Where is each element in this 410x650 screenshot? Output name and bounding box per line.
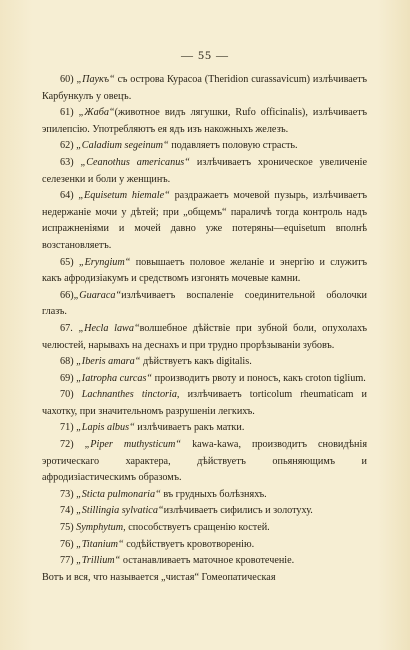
remedy-entry-60 <box>42 72 367 105</box>
remedy-description: дѣйствуетъ какъ digitalis. <box>142 356 252 368</box>
entry-number: 66) <box>60 289 74 301</box>
remedy-description: въ грудныхъ болѣзняхъ. <box>163 488 267 500</box>
remedy-name: Symphytum, <box>76 522 126 534</box>
remedy-name: „Sticta pulmonaria“ <box>76 488 161 500</box>
remedy-name: „Guaraca“ <box>73 289 122 301</box>
remedy-description: подавляетъ половую страсть. <box>171 140 298 152</box>
remedy-entry-65 <box>42 255 367 288</box>
entry-number: 77) <box>60 555 74 567</box>
remedy-name: „Паукъ“ <box>76 74 115 85</box>
entry-number: 60) <box>60 74 74 85</box>
remedy-entry-72 <box>42 437 367 487</box>
remedy-entry-70 <box>42 387 367 420</box>
remedy-name: „Жаба“ <box>78 107 115 119</box>
remedy-entry-63 <box>42 155 367 188</box>
remedy-name: „Piper muthysticum“ <box>84 439 182 451</box>
remedy-description: излѣчиваетъ torticolum rheumaticam и чахотку, при значительномъ разрушеніи легкихъ. <box>42 389 368 417</box>
remedy-name: „Ceanothus americanus“ <box>80 156 190 168</box>
remedy-list <box>42 72 367 586</box>
entry-number: 73) <box>60 488 74 500</box>
entry-number: 75) <box>60 522 74 534</box>
remedy-description: содѣйствуетъ кровотворенію. <box>126 538 255 550</box>
remedy-description: излѣчиваетъ хроническое увеличеніе селезенки и боли у женщинъ. <box>42 156 368 185</box>
remedy-description: волшебное дѣйствіе при зубной боли, опухолахъ челюстей, нарывахъ на деснахъ и при трудно прорѣзываніи зубовъ. <box>42 322 367 351</box>
page-number: — 55 — <box>181 48 229 62</box>
entry-number: 70) <box>60 389 74 401</box>
remedy-name: „Lapis albus“ <box>76 422 135 434</box>
remedy-entry-62 <box>42 138 367 155</box>
entry-number: 61) <box>60 107 74 119</box>
remedy-entry-69 <box>42 371 367 388</box>
remedy-description: раздражаетъ мочевой пузырь, излѣчиваетъ недержаніе мочи у дѣтей; при „общемъ“ параличѣ тогда контроль надъ испражненіями и мочей давно уже потеряны—equisetum вполнѣ возстановляетъ. <box>42 190 368 251</box>
remedy-description: (животное видъ лягушки, Rufo officinalis), излѣчиваетъ эпилепсію. Употребляютъ ея ядъ изъ накожныхъ железъ. <box>42 107 367 135</box>
entry-number: 76) <box>60 538 74 550</box>
remedy-name: „Caladium segeinum“ <box>76 140 169 152</box>
entry-number: 64) <box>60 190 74 202</box>
remedy-name: „Trillium“ <box>76 555 121 567</box>
entry-number: 63) <box>60 156 74 168</box>
remedy-description: излѣчиваетъ сифилисъ и золотуху. <box>163 505 313 517</box>
remedy-entry-75 <box>42 520 367 537</box>
entry-number: 74) <box>60 505 74 517</box>
remedy-description: производитъ рвоту и поносъ, какъ croton tiglium. <box>154 372 366 384</box>
remedy-entry-61 <box>42 105 367 138</box>
remedy-entry-67 <box>42 321 367 354</box>
remedy-description: излѣчиваетъ воспаленіе соединительной оболочки глазъ. <box>42 289 367 318</box>
remedy-entry-68 <box>42 354 367 371</box>
remedy-entry-64 <box>42 188 367 254</box>
entry-number: 72) <box>60 439 74 451</box>
closing-line: Вотъ и вся, что называется „чистая“ Гомеопатическая <box>42 571 276 583</box>
remedy-description: съ острова Курасоа (Theridion curassavicum) излѣчиваетъ Карбункулъ у овецъ. <box>42 74 368 102</box>
remedy-name: „Equisetum hiemale“ <box>78 190 170 202</box>
entry-number: 65) <box>60 256 74 268</box>
remedy-name: „Hecla lawa“ <box>78 322 140 334</box>
remedy-entry-76 <box>42 537 367 554</box>
remedy-description: останавливаетъ маточное кровотеченіе. <box>122 555 295 567</box>
remedy-entry-66 <box>42 288 367 321</box>
remedy-name: „Stillingia sylvatica“ <box>76 505 164 517</box>
remedy-entry-77 <box>42 553 367 570</box>
remedy-description: способствуетъ сращенію костей. <box>128 522 270 534</box>
remedy-name: „Titanium“ <box>76 538 124 550</box>
remedy-entry-73 <box>42 487 367 504</box>
remedy-description: повышаетъ половое желаніе и энергію и служитъ какъ афродизіакумъ и средствомъ изгонять мочевые камни. <box>42 256 368 285</box>
remedy-name: Lachnanthes tinctoria, <box>81 389 180 401</box>
remedy-name: „Eryngium“ <box>78 256 131 268</box>
entry-number: 67. <box>60 322 73 334</box>
remedy-description: излѣчиваетъ ракъ матки. <box>137 422 245 434</box>
remedy-description: kawa-kawa, производитъ сновидѣнія эротическаго характера, дѣйствуетъ опьяняющимъ и афродизіастическимъ образомъ. <box>42 439 368 484</box>
remedy-entry-74 <box>42 503 367 520</box>
remedy-entry-71 <box>42 420 367 437</box>
entry-number: 71) <box>60 422 74 434</box>
remedy-name: „Iberis amara“ <box>76 356 141 368</box>
entry-number: 62) <box>60 140 74 152</box>
remedy-name: „Iatropha curcas“ <box>76 372 153 384</box>
entry-number: 68) <box>60 356 74 368</box>
entry-number: 69) <box>60 372 74 384</box>
